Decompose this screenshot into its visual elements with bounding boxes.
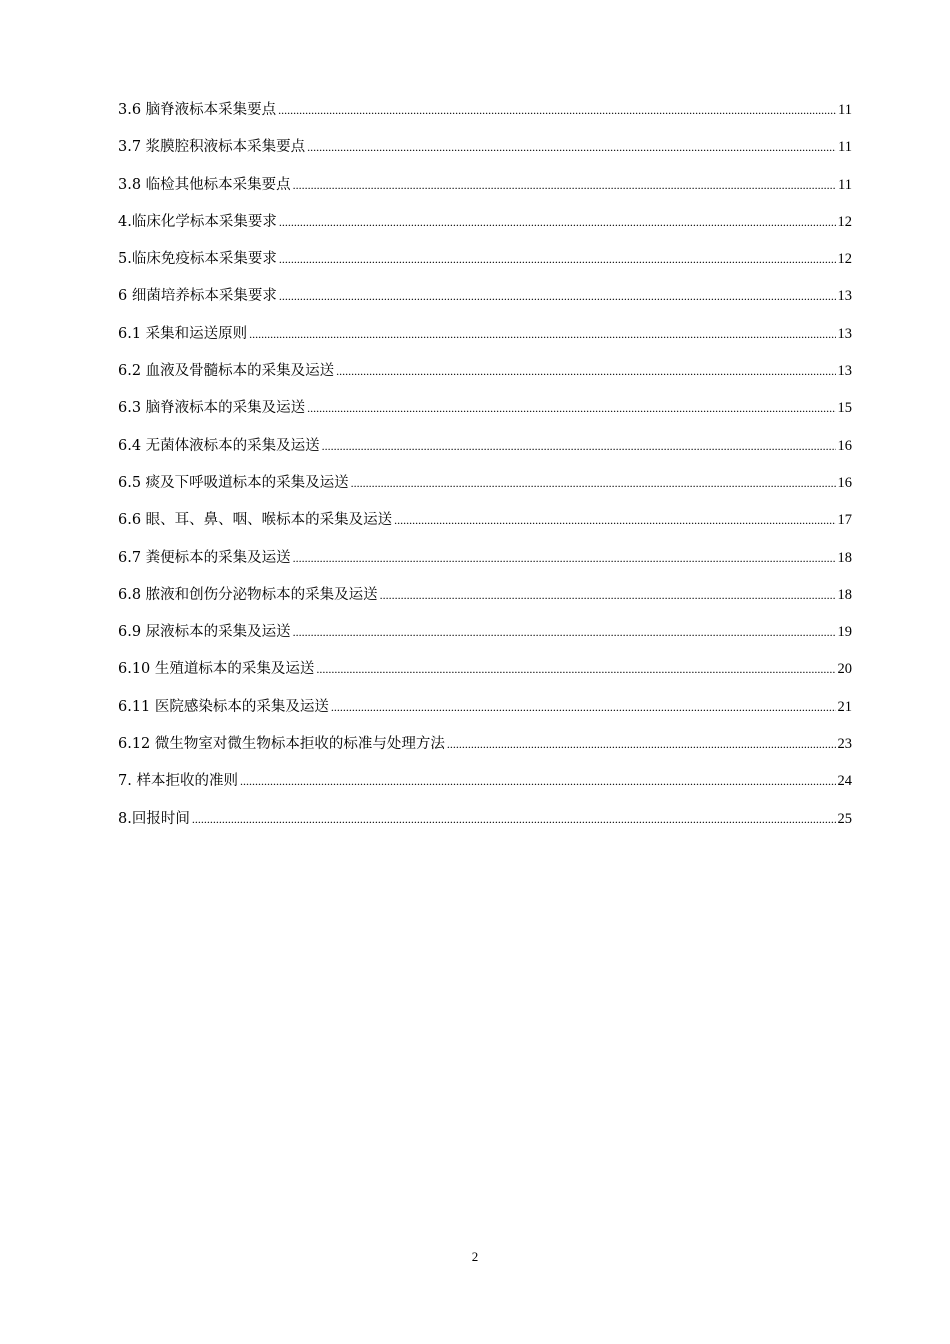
toc-entry-label: 6.12 微生物室对微生物标本拒收的标准与处理方法 bbox=[118, 736, 445, 753]
toc-entry-label: 6.3 脑脊液标本的采集及运送 bbox=[118, 400, 306, 417]
toc-entry[interactable] bbox=[118, 433, 852, 470]
toc-entry-page: 13 bbox=[837, 325, 852, 342]
toc-entry[interactable] bbox=[118, 656, 852, 693]
toc-entry-page: 11 bbox=[838, 102, 852, 118]
toc-entry[interactable] bbox=[118, 172, 852, 209]
toc-entry-label: 5.临床免疫标本采集要求 bbox=[118, 251, 277, 268]
toc-entry-page: 11 bbox=[838, 139, 852, 156]
toc-entry[interactable] bbox=[118, 731, 852, 768]
toc-entry-page: 16 bbox=[837, 437, 852, 454]
toc-entry[interactable] bbox=[118, 545, 852, 582]
toc-entry[interactable] bbox=[118, 134, 852, 171]
toc-entry-label: 3.6 脑脊液标本采集要点 bbox=[118, 102, 277, 118]
toc-entry[interactable] bbox=[118, 806, 852, 843]
toc-entry-page: 15 bbox=[837, 400, 852, 417]
toc-entry-label: 6.11 医院感染标本的采集及运送 bbox=[118, 698, 329, 715]
toc-entry-page: 20 bbox=[837, 661, 852, 678]
toc-leader bbox=[279, 246, 836, 272]
toc-entry-page: 21 bbox=[837, 698, 852, 715]
toc-entry-label: 6.6 眼、耳、鼻、咽、喉标本的采集及运送 bbox=[118, 512, 393, 529]
toc-entry-label: 3.8 临检其他标本采集要点 bbox=[118, 176, 291, 193]
toc-leader bbox=[279, 209, 836, 235]
toc-entry-label: 6.7 粪便标本的采集及运送 bbox=[118, 549, 291, 566]
toc-entry-page: 25 bbox=[837, 810, 852, 827]
toc-leader bbox=[394, 507, 835, 533]
toc-entry[interactable] bbox=[118, 582, 852, 619]
toc-entry[interactable] bbox=[118, 694, 852, 731]
toc-entry[interactable] bbox=[118, 470, 852, 507]
toc-entry[interactable] bbox=[118, 209, 852, 246]
toc-entry-label: 6.4 无菌体液标本的采集及运送 bbox=[118, 437, 320, 454]
toc-entry-page: 12 bbox=[837, 213, 852, 230]
toc-entry-label: 7. 样本拒收的准则 bbox=[118, 773, 238, 790]
toc-entry-page: 17 bbox=[837, 512, 852, 529]
toc-leader bbox=[447, 731, 836, 757]
toc-entry[interactable] bbox=[118, 619, 852, 656]
toc-leader bbox=[380, 582, 836, 608]
toc-entry-page: 24 bbox=[837, 773, 852, 790]
toc-entry-label: 6 细菌培养标本采集要求 bbox=[118, 288, 277, 305]
toc-entry-page: 18 bbox=[837, 586, 852, 603]
page-number: 2 bbox=[471, 1249, 479, 1264]
toc-leader bbox=[322, 433, 836, 459]
toc-entry-label: 6.2 血液及骨髓标本的采集及运送 bbox=[118, 363, 335, 380]
toc-leader bbox=[307, 395, 835, 421]
toc-leader bbox=[336, 358, 835, 384]
toc-entry[interactable] bbox=[118, 246, 852, 283]
toc-leader bbox=[351, 470, 836, 496]
toc-entry[interactable] bbox=[118, 321, 852, 358]
toc-entry-label: 4.临床化学标本采集要求 bbox=[118, 213, 277, 230]
toc-entry-label: 6.8 脓液和创伤分泌物标本的采集及运送 bbox=[118, 586, 378, 603]
toc-entry-page: 12 bbox=[837, 251, 852, 268]
toc-entry[interactable] bbox=[118, 507, 852, 544]
toc-leader bbox=[293, 619, 836, 645]
toc-entry-label: 6.10 生殖道标本的采集及运送 bbox=[118, 661, 315, 678]
toc-entry[interactable] bbox=[118, 97, 852, 134]
toc-entry-page: 23 bbox=[837, 736, 852, 753]
toc-entry-page: 16 bbox=[837, 474, 852, 491]
toc-leader bbox=[240, 768, 836, 794]
toc-entry-page: 13 bbox=[837, 363, 852, 380]
toc-leader bbox=[293, 545, 836, 571]
toc-leader bbox=[307, 134, 836, 160]
toc-leader bbox=[316, 656, 835, 682]
toc-entry-page: 18 bbox=[837, 549, 852, 566]
toc-entry-page: 19 bbox=[837, 624, 852, 641]
toc-leader bbox=[192, 806, 836, 832]
toc-leader bbox=[249, 321, 835, 347]
toc-entry[interactable] bbox=[118, 395, 852, 432]
toc-entry-label: 8.回报时间 bbox=[118, 810, 190, 827]
toc-entry-label: 6.1 采集和运送原则 bbox=[118, 325, 248, 342]
toc-leader bbox=[279, 283, 836, 309]
toc-entry-page: 13 bbox=[837, 288, 852, 305]
toc-entry-label: 3.7 浆膜腔积液标本采集要点 bbox=[118, 139, 306, 156]
toc-entry[interactable] bbox=[118, 283, 852, 320]
table-of-contents bbox=[118, 97, 852, 843]
toc-leader bbox=[331, 694, 836, 720]
toc-entry[interactable] bbox=[118, 358, 852, 395]
toc-leader bbox=[293, 172, 836, 198]
toc-entry-page: 11 bbox=[838, 176, 852, 193]
toc-entry[interactable] bbox=[118, 768, 852, 805]
toc-entry-label: 6.5 痰及下呼吸道标本的采集及运送 bbox=[118, 474, 349, 491]
toc-leader bbox=[278, 97, 836, 123]
toc-entry-label: 6.9 尿液标本的采集及运送 bbox=[118, 624, 291, 641]
